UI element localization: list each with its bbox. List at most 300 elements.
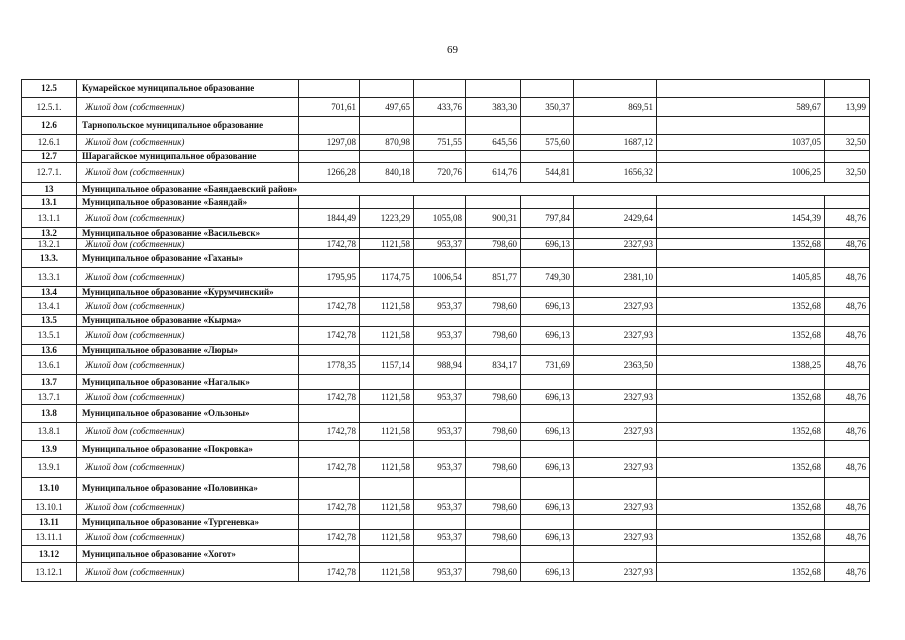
value-cell: 48,76 — [825, 390, 870, 405]
empty-cell — [521, 80, 574, 98]
value-cell: 1687,12 — [574, 135, 657, 151]
value-cell: 1742,78 — [299, 458, 360, 478]
value-cell: 1223,29 — [360, 209, 414, 228]
empty-cell — [657, 515, 825, 530]
value-cell: 953,37 — [414, 327, 466, 345]
empty-cell — [466, 345, 521, 356]
item-label: Жилой дом (собственник) — [77, 458, 299, 478]
value-cell: 48,76 — [825, 458, 870, 478]
value-cell: 797,84 — [521, 209, 574, 228]
value-cell: 1121,58 — [360, 298, 414, 315]
page-number: 69 — [447, 44, 458, 56]
row-code: 13.12 — [22, 546, 77, 563]
section-title: Муниципальное образование «Нагалык» — [77, 375, 299, 390]
row-code: 13.7.1 — [22, 390, 77, 405]
value-cell: 48,76 — [825, 239, 870, 250]
value-cell: 1795,95 — [299, 268, 360, 287]
tariff-table — [21, 79, 870, 582]
row-code: 12.7.1. — [22, 163, 77, 183]
value-cell: 870,98 — [360, 135, 414, 151]
empty-cell — [360, 345, 414, 356]
empty-cell — [825, 546, 870, 563]
empty-cell — [360, 117, 414, 135]
empty-cell — [574, 151, 657, 163]
item-label: Жилой дом (собственник) — [77, 563, 299, 582]
empty-cell — [521, 345, 574, 356]
value-cell: 544,81 — [521, 163, 574, 183]
empty-cell — [825, 405, 870, 423]
empty-cell — [466, 287, 521, 298]
value-cell: 2429,64 — [574, 209, 657, 228]
section-title: Шарагайское муниципальное образование — [77, 151, 299, 163]
empty-cell — [360, 287, 414, 298]
row-code: 13.6.1 — [22, 356, 77, 375]
value-cell: 2381,10 — [574, 268, 657, 287]
empty-cell — [657, 228, 825, 239]
value-cell: 1006,25 — [657, 163, 825, 183]
value-cell: 1266,28 — [299, 163, 360, 183]
empty-cell — [574, 478, 657, 500]
value-cell: 1454,39 — [657, 209, 825, 228]
empty-cell — [521, 478, 574, 500]
row-code: 13.12.1 — [22, 563, 77, 582]
row-code: 13.4 — [22, 287, 77, 298]
row-code: 12.5 — [22, 80, 77, 98]
row-code: 12.5.1. — [22, 98, 77, 117]
empty-cell — [825, 117, 870, 135]
empty-cell — [657, 375, 825, 390]
value-cell: 1055,08 — [414, 209, 466, 228]
table-row — [22, 298, 870, 315]
value-cell: 1352,68 — [657, 298, 825, 315]
empty-cell — [657, 441, 825, 458]
value-cell: 696,13 — [521, 239, 574, 250]
section-row — [22, 80, 870, 98]
section-title: Муниципальное образование «Покровка» — [77, 441, 299, 458]
value-cell: 2327,93 — [574, 298, 657, 315]
value-cell: 1352,68 — [657, 500, 825, 515]
value-cell: 798,60 — [466, 327, 521, 345]
empty-cell — [521, 196, 574, 209]
empty-cell — [657, 546, 825, 563]
empty-cell — [360, 196, 414, 209]
empty-cell — [521, 441, 574, 458]
empty-cell — [466, 196, 521, 209]
empty-cell — [574, 196, 657, 209]
empty-cell — [414, 117, 466, 135]
value-cell: 48,76 — [825, 209, 870, 228]
empty-cell — [521, 117, 574, 135]
value-cell: 798,60 — [466, 458, 521, 478]
value-cell: 834,17 — [466, 356, 521, 375]
empty-cell — [466, 515, 521, 530]
section-row — [22, 441, 870, 458]
empty-cell — [657, 80, 825, 98]
value-cell: 869,51 — [574, 98, 657, 117]
row-code: 13.1.1 — [22, 209, 77, 228]
value-cell: 851,77 — [466, 268, 521, 287]
table-body — [22, 80, 870, 582]
value-cell: 2327,93 — [574, 390, 657, 405]
empty-cell — [466, 405, 521, 423]
empty-cell — [574, 228, 657, 239]
table-row — [22, 423, 870, 441]
row-code: 12.6 — [22, 117, 77, 135]
item-label: Жилой дом (собственник) — [77, 98, 299, 117]
row-code: 13.6 — [22, 345, 77, 356]
value-cell: 696,13 — [521, 458, 574, 478]
empty-cell — [825, 250, 870, 268]
empty-cell — [360, 515, 414, 530]
row-code: 13.11.1 — [22, 530, 77, 546]
empty-cell — [521, 375, 574, 390]
empty-cell — [574, 375, 657, 390]
value-cell: 1742,78 — [299, 298, 360, 315]
value-cell: 2327,93 — [574, 563, 657, 582]
empty-cell — [657, 287, 825, 298]
item-label: Жилой дом (собственник) — [77, 135, 299, 151]
row-code: 13.8.1 — [22, 423, 77, 441]
empty-cell — [414, 250, 466, 268]
table-row — [22, 390, 870, 405]
value-cell: 798,60 — [466, 500, 521, 515]
table-row — [22, 209, 870, 228]
table-row — [22, 163, 870, 183]
empty-cell — [360, 405, 414, 423]
value-cell: 48,76 — [825, 268, 870, 287]
table-row — [22, 500, 870, 515]
value-cell: 751,55 — [414, 135, 466, 151]
empty-cell — [574, 345, 657, 356]
value-cell: 645,56 — [466, 135, 521, 151]
value-cell: 1352,68 — [657, 423, 825, 441]
row-code: 13.11 — [22, 515, 77, 530]
row-code: 13.5.1 — [22, 327, 77, 345]
empty-cell — [299, 375, 360, 390]
empty-cell — [360, 546, 414, 563]
value-cell: 798,60 — [466, 298, 521, 315]
empty-cell — [299, 478, 360, 500]
empty-cell — [466, 441, 521, 458]
empty-cell — [414, 80, 466, 98]
empty-cell — [574, 546, 657, 563]
item-label: Жилой дом (собственник) — [77, 268, 299, 287]
value-cell: 2327,93 — [574, 327, 657, 345]
value-cell: 1742,78 — [299, 327, 360, 345]
section-row — [22, 183, 870, 196]
empty-cell — [299, 287, 360, 298]
empty-cell — [657, 151, 825, 163]
value-cell: 1778,35 — [299, 356, 360, 375]
value-cell: 2327,93 — [574, 458, 657, 478]
empty-cell — [299, 117, 360, 135]
empty-cell — [360, 315, 414, 327]
table-row — [22, 356, 870, 375]
value-cell: 798,60 — [466, 530, 521, 546]
section-row — [22, 287, 870, 298]
value-cell: 696,13 — [521, 500, 574, 515]
empty-cell — [414, 228, 466, 239]
empty-cell — [657, 315, 825, 327]
row-code: 13.3. — [22, 250, 77, 268]
section-row — [22, 345, 870, 356]
row-code: 13.4.1 — [22, 298, 77, 315]
empty-cell — [414, 196, 466, 209]
empty-cell — [360, 375, 414, 390]
empty-cell — [825, 515, 870, 530]
empty-cell — [574, 117, 657, 135]
value-cell: 48,76 — [825, 356, 870, 375]
value-cell: 1656,32 — [574, 163, 657, 183]
value-cell: 798,60 — [466, 390, 521, 405]
value-cell: 953,37 — [414, 458, 466, 478]
item-label: Жилой дом (собственник) — [77, 327, 299, 345]
value-cell: 953,37 — [414, 500, 466, 515]
empty-cell — [414, 287, 466, 298]
item-label: Жилой дом (собственник) — [77, 500, 299, 515]
value-cell: 2327,93 — [574, 239, 657, 250]
value-cell: 1121,58 — [360, 530, 414, 546]
value-cell: 953,37 — [414, 298, 466, 315]
table-row — [22, 327, 870, 345]
empty-cell — [521, 228, 574, 239]
value-cell: 1006,54 — [414, 268, 466, 287]
table-row — [22, 268, 870, 287]
empty-cell — [414, 478, 466, 500]
section-title: Муниципальное образование «Баяндаевский район» — [77, 183, 870, 196]
empty-cell — [299, 315, 360, 327]
row-code: 13.2 — [22, 228, 77, 239]
value-cell: 350,37 — [521, 98, 574, 117]
empty-cell — [466, 250, 521, 268]
section-row — [22, 117, 870, 135]
value-cell: 1121,58 — [360, 239, 414, 250]
empty-cell — [466, 228, 521, 239]
empty-cell — [521, 546, 574, 563]
value-cell: 1121,58 — [360, 327, 414, 345]
value-cell: 497,65 — [360, 98, 414, 117]
value-cell: 798,60 — [466, 239, 521, 250]
row-code: 12.7 — [22, 151, 77, 163]
empty-cell — [521, 250, 574, 268]
row-code: 12.6.1 — [22, 135, 77, 151]
section-row — [22, 315, 870, 327]
value-cell: 696,13 — [521, 530, 574, 546]
section-row — [22, 375, 870, 390]
section-row — [22, 478, 870, 500]
section-title: Муниципальное образование «Баяндай» — [77, 196, 299, 209]
empty-cell — [466, 117, 521, 135]
value-cell: 1352,68 — [657, 563, 825, 582]
value-cell: 696,13 — [521, 390, 574, 405]
value-cell: 13,99 — [825, 98, 870, 117]
section-row — [22, 250, 870, 268]
value-cell: 1352,68 — [657, 530, 825, 546]
empty-cell — [825, 315, 870, 327]
section-row — [22, 405, 870, 423]
section-title: Муниципальное образование «Тургеневка» — [77, 515, 299, 530]
section-title: Муниципальное образование «Гаханы» — [77, 250, 299, 268]
empty-cell — [521, 405, 574, 423]
section-title: Муниципальное образование «Курумчинский» — [77, 287, 299, 298]
empty-cell — [521, 151, 574, 163]
row-code: 13.5 — [22, 315, 77, 327]
value-cell: 2327,93 — [574, 500, 657, 515]
table-row — [22, 563, 870, 582]
empty-cell — [657, 117, 825, 135]
empty-cell — [466, 315, 521, 327]
value-cell: 48,76 — [825, 327, 870, 345]
empty-cell — [299, 546, 360, 563]
section-title: Муниципальное образование «Васильевск» — [77, 228, 299, 239]
value-cell: 1742,78 — [299, 563, 360, 582]
value-cell: 1742,78 — [299, 239, 360, 250]
value-cell: 840,18 — [360, 163, 414, 183]
value-cell: 1742,78 — [299, 530, 360, 546]
value-cell: 32,50 — [825, 163, 870, 183]
table-row — [22, 458, 870, 478]
empty-cell — [360, 151, 414, 163]
value-cell: 798,60 — [466, 423, 521, 441]
value-cell: 48,76 — [825, 500, 870, 515]
empty-cell — [466, 80, 521, 98]
value-cell: 1037,05 — [657, 135, 825, 151]
empty-cell — [466, 546, 521, 563]
value-cell: 48,76 — [825, 563, 870, 582]
empty-cell — [657, 405, 825, 423]
section-title: Муниципальное образование «Люры» — [77, 345, 299, 356]
value-cell: 1844,49 — [299, 209, 360, 228]
empty-cell — [414, 345, 466, 356]
empty-cell — [574, 405, 657, 423]
empty-cell — [521, 515, 574, 530]
empty-cell — [299, 151, 360, 163]
empty-cell — [574, 80, 657, 98]
section-title: Муниципальное образование «Ользоны» — [77, 405, 299, 423]
empty-cell — [521, 287, 574, 298]
row-code: 13.1 — [22, 196, 77, 209]
value-cell: 383,30 — [466, 98, 521, 117]
section-row — [22, 546, 870, 563]
empty-cell — [414, 405, 466, 423]
empty-cell — [299, 228, 360, 239]
item-label: Жилой дом (собственник) — [77, 209, 299, 228]
value-cell: 1352,68 — [657, 458, 825, 478]
value-cell: 953,37 — [414, 530, 466, 546]
empty-cell — [825, 151, 870, 163]
empty-cell — [657, 250, 825, 268]
empty-cell — [825, 375, 870, 390]
empty-cell — [299, 405, 360, 423]
row-code: 13.10 — [22, 478, 77, 500]
value-cell: 1388,25 — [657, 356, 825, 375]
value-cell: 1174,75 — [360, 268, 414, 287]
value-cell: 953,37 — [414, 239, 466, 250]
section-title: Тарнопольское муниципальное образование — [77, 117, 299, 135]
value-cell: 1352,68 — [657, 239, 825, 250]
empty-cell — [521, 315, 574, 327]
empty-cell — [466, 151, 521, 163]
value-cell: 953,37 — [414, 423, 466, 441]
row-code: 13.9 — [22, 441, 77, 458]
value-cell: 1157,14 — [360, 356, 414, 375]
empty-cell — [825, 345, 870, 356]
empty-cell — [574, 441, 657, 458]
row-code: 13.2.1 — [22, 239, 77, 250]
empty-cell — [825, 441, 870, 458]
value-cell: 749,30 — [521, 268, 574, 287]
empty-cell — [466, 375, 521, 390]
value-cell: 696,13 — [521, 563, 574, 582]
value-cell: 2327,93 — [574, 530, 657, 546]
value-cell: 1297,08 — [299, 135, 360, 151]
value-cell: 1121,58 — [360, 390, 414, 405]
empty-cell — [299, 196, 360, 209]
empty-cell — [414, 151, 466, 163]
value-cell: 48,76 — [825, 298, 870, 315]
value-cell: 988,94 — [414, 356, 466, 375]
empty-cell — [825, 228, 870, 239]
section-title: Кумарейское муниципальное образование — [77, 80, 299, 98]
value-cell: 720,76 — [414, 163, 466, 183]
empty-cell — [657, 345, 825, 356]
empty-cell — [299, 250, 360, 268]
value-cell: 701,61 — [299, 98, 360, 117]
table-row — [22, 239, 870, 250]
value-cell: 1352,68 — [657, 390, 825, 405]
item-label: Жилой дом (собственник) — [77, 298, 299, 315]
empty-cell — [414, 315, 466, 327]
empty-cell — [360, 441, 414, 458]
empty-cell — [414, 441, 466, 458]
empty-cell — [574, 250, 657, 268]
empty-cell — [657, 196, 825, 209]
section-row — [22, 151, 870, 163]
empty-cell — [360, 478, 414, 500]
table-row — [22, 135, 870, 151]
item-label: Жилой дом (собственник) — [77, 530, 299, 546]
row-code: 13.10.1 — [22, 500, 77, 515]
table-row — [22, 530, 870, 546]
row-code: 13 — [22, 183, 77, 196]
item-label: Жилой дом (собственник) — [77, 390, 299, 405]
empty-cell — [825, 80, 870, 98]
empty-cell — [825, 196, 870, 209]
table-row — [22, 98, 870, 117]
value-cell: 900,31 — [466, 209, 521, 228]
row-code: 13.9.1 — [22, 458, 77, 478]
empty-cell — [414, 546, 466, 563]
section-row — [22, 515, 870, 530]
value-cell: 2327,93 — [574, 423, 657, 441]
empty-cell — [360, 80, 414, 98]
value-cell: 48,76 — [825, 530, 870, 546]
value-cell: 1121,58 — [360, 500, 414, 515]
value-cell: 696,13 — [521, 298, 574, 315]
value-cell: 696,13 — [521, 423, 574, 441]
empty-cell — [299, 80, 360, 98]
value-cell: 32,50 — [825, 135, 870, 151]
row-code: 13.8 — [22, 405, 77, 423]
value-cell: 575,60 — [521, 135, 574, 151]
value-cell: 433,76 — [414, 98, 466, 117]
empty-cell — [574, 315, 657, 327]
value-cell: 953,37 — [414, 390, 466, 405]
empty-cell — [299, 515, 360, 530]
empty-cell — [574, 287, 657, 298]
value-cell: 1742,78 — [299, 500, 360, 515]
empty-cell — [574, 515, 657, 530]
